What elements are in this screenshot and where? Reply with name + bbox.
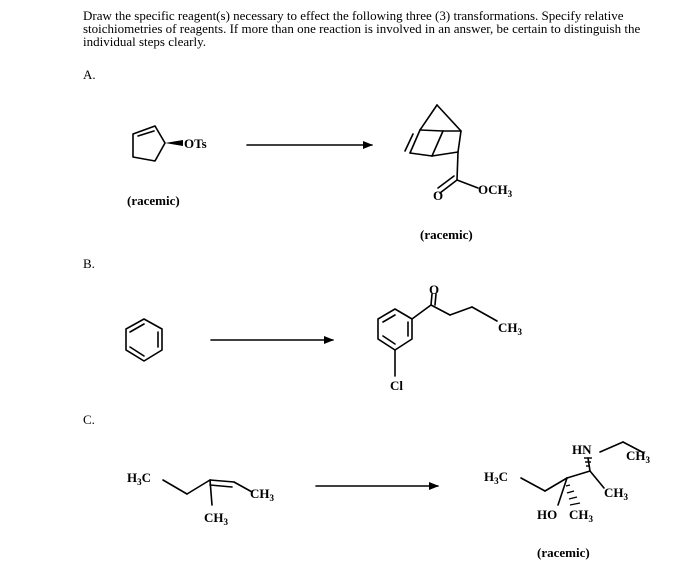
methyl-label-c-branch: $CH_3$ xyxy=(204,510,228,527)
part-c-label: C. xyxy=(83,412,95,427)
methyl-label-c-left: $H_3C$ xyxy=(127,470,152,487)
ethyl-methyl-label: $CH_3$ xyxy=(626,448,650,465)
ots-label: OTs xyxy=(184,136,207,151)
benzene-ring xyxy=(126,319,162,361)
wedge-bond-a xyxy=(165,140,183,146)
carbonyl-oxygen-a: O xyxy=(433,188,444,203)
hashed-wedge-methyl xyxy=(566,485,580,505)
methyl-label-c-product-bottom: $CH_3$ xyxy=(569,507,593,524)
alkene-reactant xyxy=(163,480,252,505)
carbonyl-oxygen-b: O xyxy=(429,282,440,297)
methyl-label-b: $CH_3$ xyxy=(498,320,522,337)
racemic-label-c: (racemic) xyxy=(537,545,590,560)
amine-label: HN xyxy=(572,442,592,457)
part-a-label: A. xyxy=(83,67,96,82)
methoxy-label: $OCH_3$ xyxy=(478,182,513,199)
part-b-label: B. xyxy=(83,256,95,271)
bicyclic-product xyxy=(405,105,478,193)
methyl-label-c-product-left: $H_3C$ xyxy=(484,469,509,486)
chlorophenyl-ketone xyxy=(378,294,497,376)
hydroxyl-label: HO xyxy=(537,507,558,522)
methyl-label-c-product-right: $CH_3$ xyxy=(604,485,628,502)
chlorine-label: Cl xyxy=(390,378,403,393)
cyclopentene-ring xyxy=(133,126,165,161)
question-text: Draw the specific reagent(s) necessary to effect the following three (3) transformations. Specify relative stoichiometries of reagents. If more than one reaction is involved in an answer, be certain to distinguish the individual steps clearly. xyxy=(83,8,641,50)
racemic-label-a-reactant: (racemic) xyxy=(127,193,180,208)
racemic-label-a-product: (racemic) xyxy=(420,227,473,242)
methyl-label-c-right: $CH_3$ xyxy=(250,486,274,503)
